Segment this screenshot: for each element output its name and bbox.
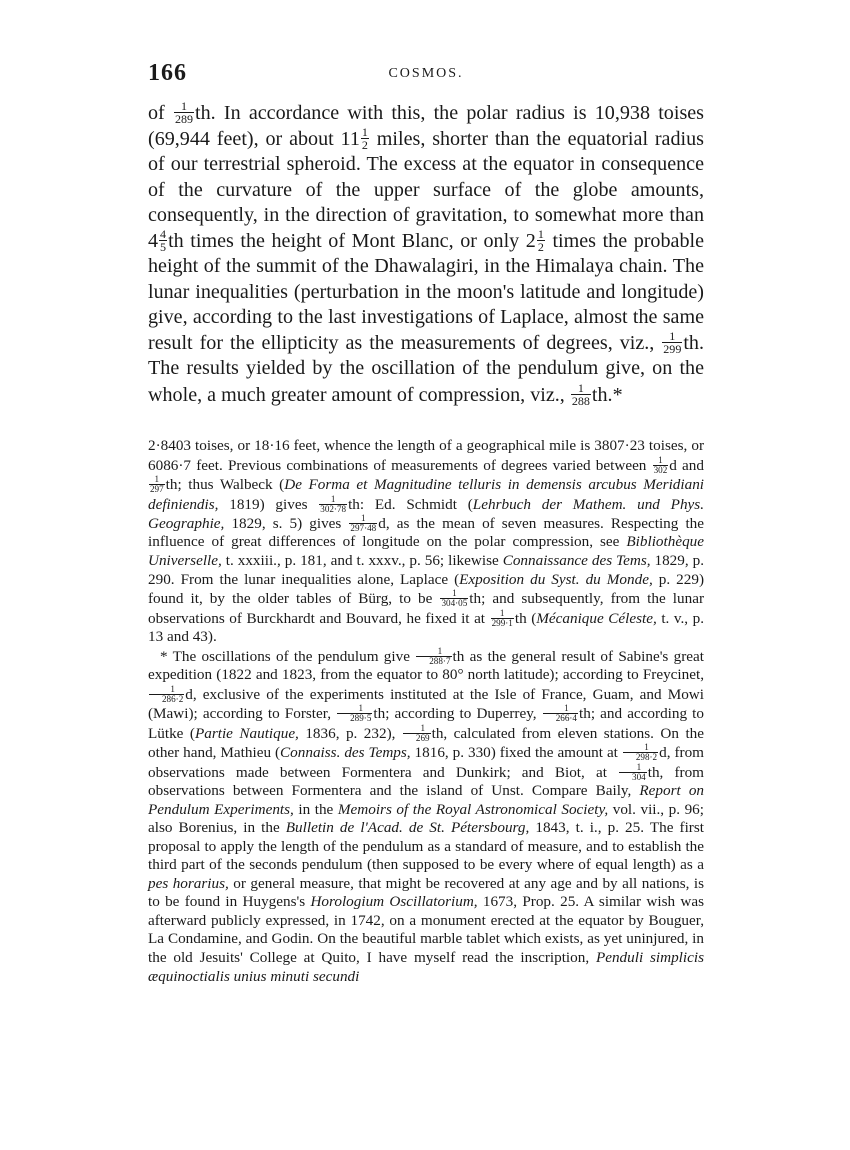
fraction: $\frac{1}{304}$ xyxy=(619,763,647,782)
fraction: $\frac{1}{289\cdot 5}$ xyxy=(337,704,372,723)
fraction: $\frac{1}{2}$ xyxy=(361,125,368,153)
body-paragraph: of $\frac{1}{289}$ th. In accordance with this, the polar radius is 10,938 toises (69,944 feet), or about 11 $\frac{1}{2}$ miles, shorter than the equatorial radius of our terrestrial spheroid. The excess at the equator in consequence of the curvature of the upper surface of the globe amounts, consequently, in the direction of gravitation, to somewhat more than 4 $\frac{4}{5}$ th times the height of Mont Blanc, or only 2 $\frac{1}{2}$ times the probable height of the summit of the Dhawalagiri, in the Himalaya chain. The lunar inequalities (perturbation in the moon's latitude and longitude) give, according to the last investigations of Laplace, almost the same result for the ellipticity as the measurements of degrees, viz., $\frac{1}{299}$ th. The results yielded by the oscillation of the pendulum give, on the whole, a much greater amount of compression, viz., $\frac{1}{288}$ th.* xyxy=(148,99,704,408)
fraction: $\frac{1}{302\cdot 78}$ xyxy=(320,493,347,514)
fraction: $\frac{1}{266\cdot 4}$ xyxy=(543,704,578,723)
page-header xyxy=(148,60,704,87)
fraction: $\frac{1}{297\cdot 48}$ xyxy=(350,513,377,534)
fraction: $\frac{1}{302}$ xyxy=(653,454,668,475)
page-number: 166 xyxy=(148,60,187,86)
footnotes xyxy=(148,437,704,986)
fraction: $\frac{4}{5}$ xyxy=(160,227,167,255)
fraction: $\frac{1}{299\cdot 1}$ xyxy=(491,607,513,628)
fraction: $\frac{1}{299}$ xyxy=(663,329,682,357)
fraction: $\frac{1}{297}$ xyxy=(150,474,164,495)
fraction: $\frac{1}{304\cdot 05}$ xyxy=(441,588,468,609)
fraction: $\frac{1}{289}$ xyxy=(174,99,194,127)
fraction: $\frac{1}{2}$ xyxy=(537,227,544,255)
fraction: $\frac{1}{269}$ xyxy=(403,724,431,743)
fraction: $\frac{1}{286\cdot 2}$ xyxy=(149,685,184,704)
footnote-continued: 2·8403 toises, or 18·16 feet, whence the length of a geographical mile is 3807·23 toises, or 6086·7 feet. Previous combinations of measurements of degrees varied between $\frac{1}{302}$ d and $\frac{1}{297}$ th; thus Walbeck (De Forma et Magnitudine telluris in demensis arcubus Meridiani definiendis, 1819) gives $\frac{1}{302\cdot 78}$ th: Ed. Schmidt (Lehrbuch der Mathem. und Phys. Geographie, 1829, s. 5) gives $\frac{1}{297\cdot 48}$ d, as the mean of seven measures. Respecting the influence of great differences of longitude on the polar compression, see Bibliothèque Universelle, t. xxxiii., p. 181, and t. xxxv., p. 56; likewise Connaissance des Tems, 1829, p. 290. From the lunar inequalities alone, Laplace (Exposition du Syst. du Monde, p. 229) found it, by the older tables of Bürg, to be $\frac{1}{304\cdot 05}$ th; and subsequently, from the lunar observations of Burckhardt and Bouvard, he fixed it at $\frac{1}{299\cdot 1}$ th (Mécanique Céleste, t. v., p. 13 and 43). xyxy=(148,437,705,646)
running-title: COSMOS. xyxy=(388,66,464,81)
fraction: $\frac{1}{288}$ xyxy=(571,380,590,408)
fraction: $\frac{1}{298\cdot 2}$ xyxy=(623,743,658,762)
fraction: $\frac{1}{288\cdot 7}$ xyxy=(416,647,451,666)
main-text xyxy=(148,100,704,408)
footnote-pendulum: * The oscillations of the pendulum give $\frac{1}{288\cdot 7}$ th as the general result of Sabine's great expedition (1822 and 1823, from the equator to 80° north latitude); according to Freycinet, $\frac{1}{286\cdot 2}$ d, exclusive of the experiments instituted at the Isle of France, Guam, and Mowi (Mawi); according to Forster, $\frac{1}{289\cdot 5}$ th; according to Duperrey, $\frac{1}{266\cdot 4}$ th; and according to Lütke (Partie Nautique, 1836, p. 232), $\frac{1}{269}$ th, calculated from eleven stations. On the other hand, Mathieu (Connaiss. des Temps, 1816, p. 330) fixed the amount at $\frac{1}{298\cdot 2}$ d, from observations made between Formentera and Dunkirk; and Biot, at $\frac{1}{304}$ th, from observations between Formentera and the island of Unst. Compare Baily, Report on Pendulum Experiments, in the Memoirs of the Royal Astronomical Society, vol. vii., p. 96; also Borenius, in the Bulletin de l'Acad. de St. Pétersbourg, 1843, t. i., p. 25. The first proposal to apply the length of the pendulum as a standard of measure, and to establish the third part of the seconds pendulum (then supposed to be every where of equal length) as a pes horarius, or general measure, that might be recovered at any age and by all nations, is to be found in Huygens's Horologium Oscillatorium, 1673, Prop. 25. A similar wish was afterward publicly expressed, in 1742, on a monument erected at the equator by Bouguer, La Condamine, and Godin. On the beautiful marble tablet which exists, as yet uninjured, in the old Jesuits' College at Quito, I have myself read the inscription, Penduli simplicis æquinoctialis unius minuti secundi xyxy=(148,645,705,985)
